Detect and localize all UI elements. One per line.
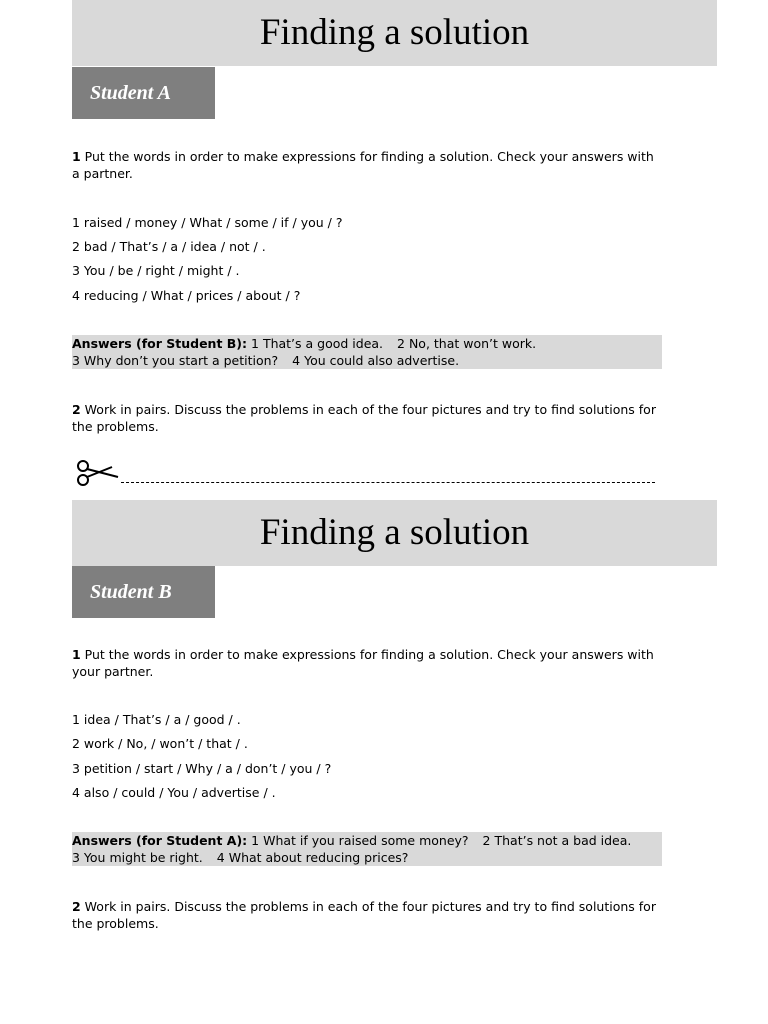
answer: 4 What about reducing prices?	[216, 850, 409, 865]
answer: 4 You could also advertise.	[292, 353, 460, 368]
answer: 3 You might be right.	[72, 850, 203, 865]
exercise-item: 4 also / could / You / advertise / .	[72, 785, 276, 800]
task-number: 1	[72, 149, 81, 164]
task1-instructions-b	[72, 646, 664, 680]
exercise-item: 2 work / No, / won’t / that / .	[72, 736, 248, 751]
answer: 1 What if you raised some money?	[251, 833, 469, 848]
task-number: 1	[72, 647, 81, 662]
exercise-item: 3 petition / start / Why / a / don’t / you / ?	[72, 761, 332, 776]
student-b-label: Student B	[72, 566, 215, 618]
exercise-item: 4 reducing / What / prices / about / ?	[72, 288, 301, 303]
task-number: 2	[72, 402, 81, 417]
answer: 1 That’s a good idea.	[251, 336, 384, 351]
task1-instructions-a	[72, 148, 664, 182]
page-title-a: Finding a solution	[72, 0, 717, 66]
task-text: Put the words in order to make expressions for finding a solution. Check your answers with your partner.	[72, 647, 654, 679]
answers-line	[72, 352, 662, 369]
cut-line	[121, 482, 655, 483]
task-text: Work in pairs. Discuss the problems in each of the four pictures and try to find solutions for the problems.	[72, 899, 656, 931]
exercise-item: 1 raised / money / What / some / if / you / ?	[72, 215, 343, 230]
task-text: Put the words in order to make expressions for finding a solution. Check your answers with a partner.	[72, 149, 654, 181]
answer: 2 No, that won’t work.	[397, 336, 537, 351]
answers-box-a	[72, 335, 662, 369]
answers-line	[72, 832, 662, 849]
answer: 2 That’s not a bad idea.	[482, 833, 632, 848]
page-title-b: Finding a solution	[72, 500, 717, 566]
student-a-label: Student A	[72, 67, 215, 119]
answer: 3 Why don’t you start a petition?	[72, 353, 279, 368]
answers-label: Answers (for Student B):	[72, 336, 248, 351]
exercise-item: 3 You / be / right / might / .	[72, 263, 240, 278]
scissors-icon	[74, 458, 120, 488]
exercise-item: 1 idea / That’s / a / good / .	[72, 712, 241, 727]
task-text: Work in pairs. Discuss the problems in each of the four pictures and try to find solutions for the problems.	[72, 402, 656, 434]
task-number: 2	[72, 899, 81, 914]
task2-instructions-a	[72, 401, 664, 435]
task2-instructions-b	[72, 898, 664, 932]
exercise-item: 2 bad / That’s / a / idea / not / .	[72, 239, 266, 254]
answers-box-b	[72, 832, 662, 866]
answers-line	[72, 849, 662, 866]
answers-label: Answers (for Student A):	[72, 833, 248, 848]
answers-line	[72, 335, 662, 352]
